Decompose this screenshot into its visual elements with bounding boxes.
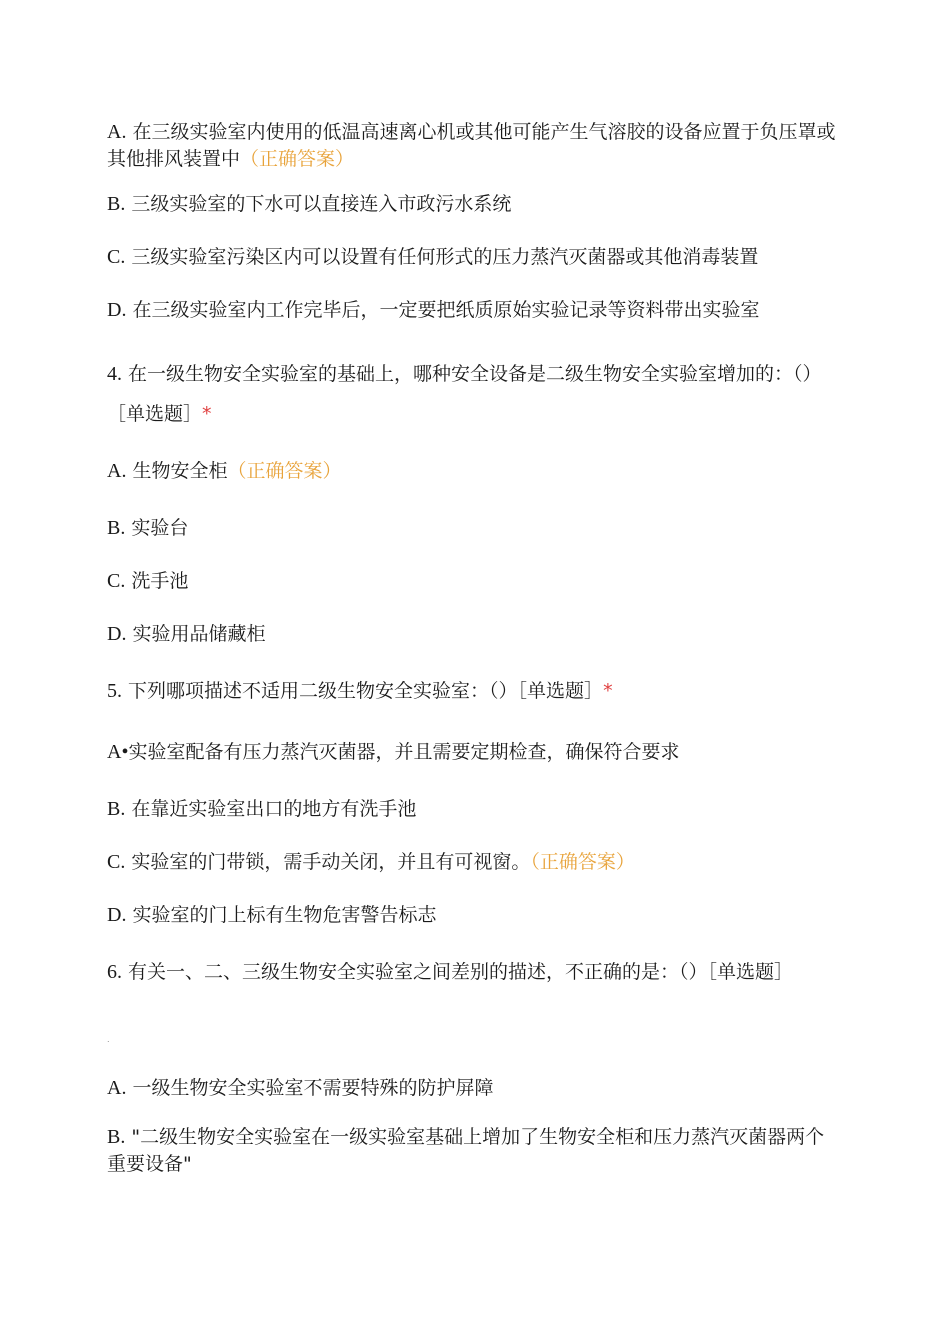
correct-answer-tag: （正确答案） [227, 460, 342, 482]
option-text: 三级实验室污染区内可以设置有任何形式的压力蒸汽灭菌器或其他消毒装置 [131, 246, 759, 268]
option-prefix: C. [107, 246, 126, 268]
q4-option-a[interactable] [107, 458, 842, 485]
q4-option-d[interactable] [107, 621, 842, 648]
option-text: 在三级实验室内使用的低温高速离心机或其他可能产生气溶胶的设备应置于负压罩或其他排风装置中 [107, 121, 836, 170]
q6-question [107, 959, 842, 986]
q4-question [107, 354, 842, 434]
question-number: 6. [107, 961, 122, 983]
question-text: 下列哪项描述不适用二级生物安全实验室：（）［单选题］ [128, 680, 604, 702]
option-text: 实验室的门上标有生物危害警告标志 [132, 904, 437, 926]
question-text: 有关一、二、三级生物安全实验室之间差别的描述，不正确的是：（）［单选题］ [128, 961, 794, 983]
option-text: 洗手池 [131, 570, 189, 592]
separator-dot: . [107, 1035, 110, 1044]
option-text: 实验台 [131, 517, 189, 539]
question-text: 在一级生物安全实验室的基础上，哪种安全设备是二级生物安全实验室增加的：（）［单选题］ [107, 363, 822, 425]
required-mark: * [603, 680, 613, 702]
question-number: 4. [107, 363, 122, 385]
option-prefix: A. [107, 1077, 127, 1099]
option-text: "二级生物安全实验室在一级实验室基础上增加了生物安全柜和压力蒸汽灭菌器两个重要设备" [107, 1126, 825, 1175]
option-prefix: D. [107, 904, 127, 926]
option-prefix: A. [107, 121, 127, 143]
option-prefix: D. [107, 299, 127, 321]
q3-option-c[interactable] [107, 244, 842, 271]
q4-option-b[interactable] [107, 515, 842, 542]
q5-option-b[interactable] [107, 796, 842, 823]
q5-question [107, 678, 842, 705]
option-text: 在三级实验室内工作完毕后，一定要把纸质原始实验记录等资料带出实验室 [132, 299, 760, 321]
option-text: 实验用品储藏柜 [132, 623, 266, 645]
required-mark: * [202, 403, 212, 425]
option-prefix: A• [107, 741, 129, 763]
correct-answer-tag: （正确答案） [530, 851, 635, 873]
q3-option-d[interactable] [107, 297, 842, 324]
option-text: 实验室配备有压力蒸汽灭菌器，并且需要定期检查，确保符合要求 [128, 741, 680, 763]
option-prefix: B. [107, 517, 126, 539]
option-text: 实验室的门带锁，需手动关闭，并且有可视窗。 [131, 851, 531, 873]
option-prefix: B. [107, 1126, 126, 1148]
correct-answer-tag: （正确答案） [240, 148, 355, 170]
q6-option-b[interactable] [107, 1124, 842, 1178]
q3-option-b[interactable] [107, 191, 842, 218]
option-prefix: B. [107, 798, 126, 820]
q6-option-a[interactable] [107, 1075, 842, 1102]
option-text: 生物安全柜 [132, 460, 228, 482]
option-text: 在靠近实验室出口的地方有洗手池 [131, 798, 417, 820]
q3-option-a[interactable] [107, 119, 842, 173]
option-prefix: D. [107, 623, 127, 645]
option-prefix: A. [107, 460, 127, 482]
question-number: 5. [107, 680, 122, 702]
option-prefix: C. [107, 570, 126, 592]
option-prefix: B. [107, 193, 126, 215]
q4-option-c[interactable] [107, 568, 842, 595]
option-text: 一级生物安全实验室不需要特殊的防护屏障 [132, 1077, 494, 1099]
option-text: 三级实验室的下水可以直接连入市政污水系统 [131, 193, 512, 215]
q5-option-d[interactable] [107, 902, 842, 929]
option-prefix: C. [107, 851, 126, 873]
q5-option-a[interactable] [107, 739, 842, 766]
q5-option-c[interactable] [107, 849, 842, 876]
